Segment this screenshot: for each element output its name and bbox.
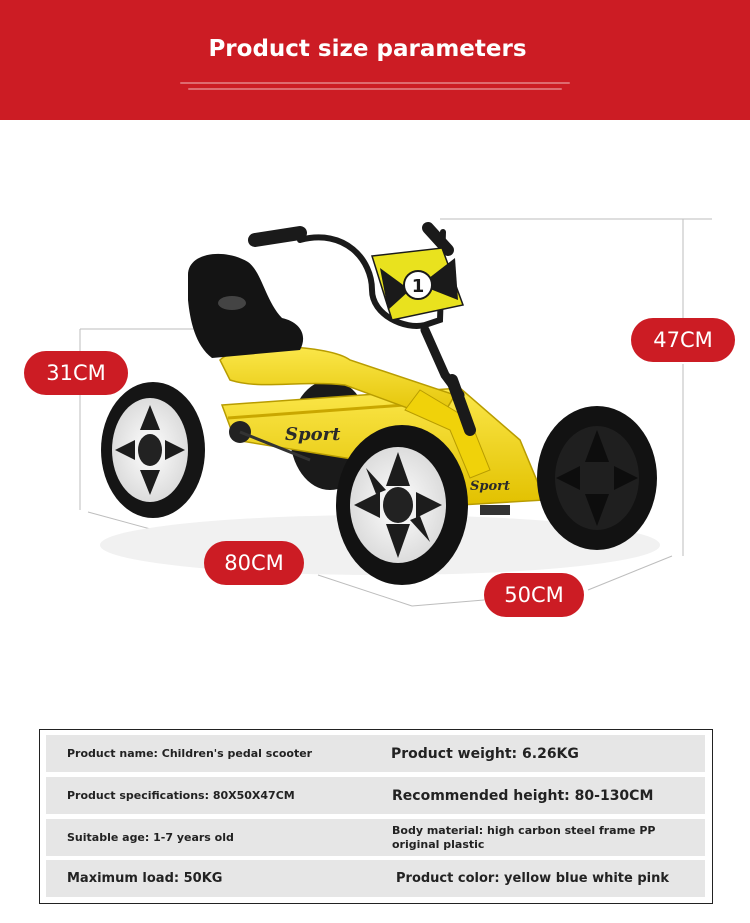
page-title: Product size parameters — [208, 36, 527, 62]
kart-drawing — [0, 120, 750, 720]
spec-table — [39, 729, 713, 904]
spec-recommended-height: Recommended height: 80-130CM — [392, 787, 654, 804]
wheel-front-right — [537, 406, 657, 550]
frame-decal: Sport — [285, 424, 341, 445]
flag-icon — [372, 248, 463, 320]
width-label: 50CM — [484, 573, 584, 617]
wheel-back-left — [101, 382, 205, 518]
spec-row — [46, 777, 705, 814]
spec-body-material: Body material: high carbon steel frame PP original plastic — [392, 823, 656, 851]
spec-row — [46, 860, 705, 897]
spec-product-specifications: Product specifications: 80X50X47CM — [67, 789, 295, 802]
spec-row — [46, 735, 705, 772]
spec-product-weight: Product weight: 6.26KG — [391, 745, 579, 762]
length-label: 80CM — [204, 541, 304, 585]
flag-number: 1 — [411, 276, 425, 297]
front-decal: Sport — [470, 479, 511, 494]
spec-suitable-age: Suitable age: 1-7 years old — [67, 831, 234, 844]
wheel-front-left — [336, 425, 468, 585]
product-illustration — [0, 120, 750, 720]
seat — [188, 254, 303, 358]
spec-maximum-load: Maximum load: 50KG — [67, 871, 223, 886]
height-label: 47CM — [631, 318, 735, 362]
banner-subtext-lines — [180, 82, 570, 94]
spec-row — [46, 819, 705, 856]
header-banner — [0, 0, 750, 120]
seat-height-label: 31CM — [24, 351, 128, 395]
spec-product-color: Product color: yellow blue white pink — [396, 871, 670, 886]
spec-product-name: Product name: Children's pedal scooter — [67, 747, 313, 760]
